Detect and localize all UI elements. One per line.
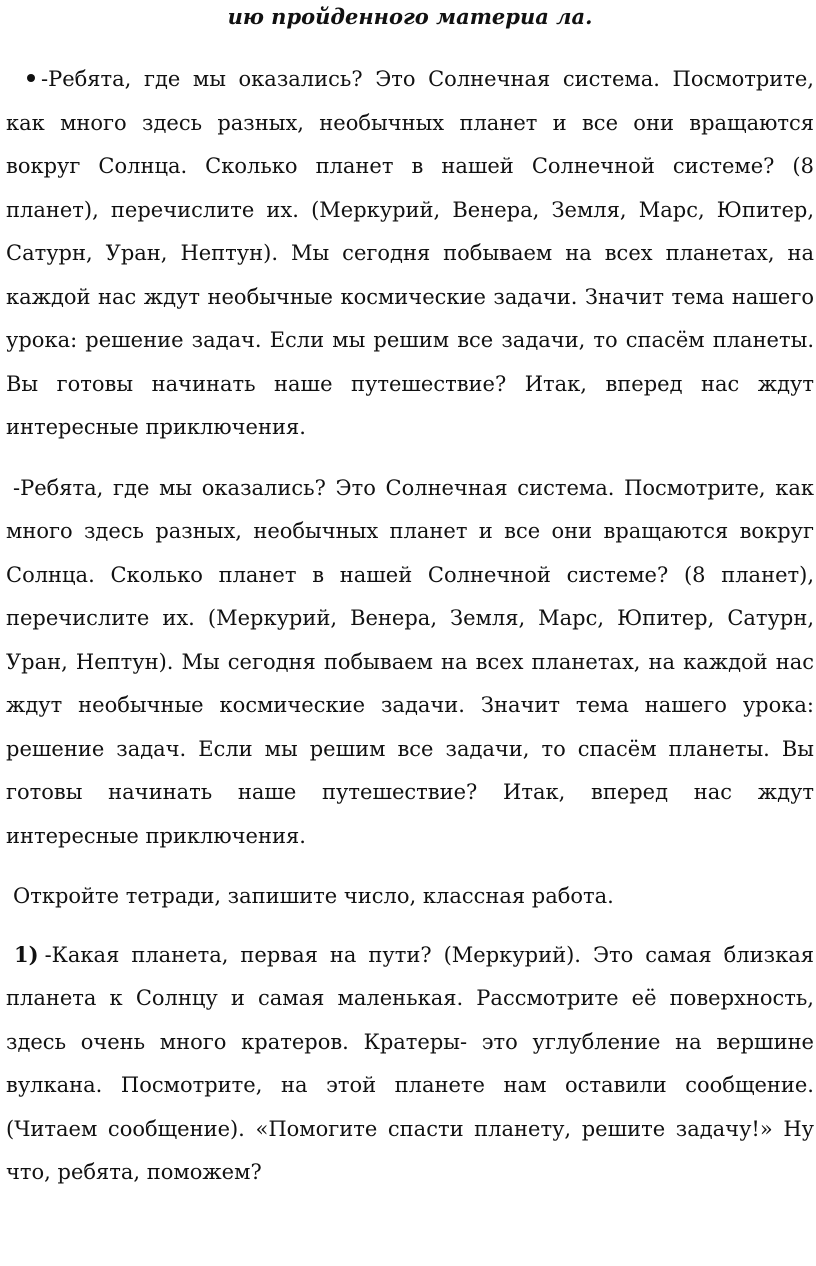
- page-heading: ию пройденного материа ла.: [227, 4, 593, 29]
- paragraph-intro-text: -Ребята, где мы оказались? Это Солнечная система. Посмотрите, как много здесь разных, необычных планет и все они вращаются вокруг Солнца. Сколько планет в нашей Солнечной системе? (8 планет), перечислите их. (Меркурий, Венера, Земля, Марс, Юпитер, Сатурн, Уран, Нептун). Мы сегодня побываем на всех планетах, на каждой нас ждут необычные космические задачи. Значит тема нашего урока: решение задач. Если мы решим все задачи, то спасём планеты. Вы готовы начинать наше путешествие? Итак, вперед нас ждут интересные приключения.: [6, 67, 814, 439]
- document-page: [6, 0, 814, 1195]
- bullet-icon: [27, 74, 35, 82]
- paragraph-intro-repeat: -Ребята, где мы оказались? Это Солнечная система. Посмотрите, как много здесь разных, необычных планет и все они вращаются вокруг Солнца. Сколько планет в нашей Солнечной системе? (8 планет), перечислите их. (Меркурий, Венера, Земля, Марс, Юпитер, Сатурн, Уран, Нептун). Мы сегодня побываем на всех планетах, на каждой нас ждут необычные космические задачи. Значит тема нашего урока: решение задач. Если мы решим все задачи, то спасём планеты. Вы готовы начинать наше путешествие? Итак, вперед нас ждут интересные приключения.: [6, 475, 814, 848]
- paragraph-intro: [6, 58, 814, 450]
- paragraph-task-1: [6, 933, 814, 1195]
- paragraph-instruction: Откройте тетради, запишите число, классная работа.: [13, 884, 614, 908]
- paragraph-task-1-text: -Какая планета, первая на пути? (Меркурий). Это самая близкая планета к Солнцу и самая маленькая. Рассмотрите её поверхность, здесь очень много кратеров. Кратеры- это углубление на вершине вулкана. Посмотрите, на этой планете нам оставили сообщение. (Читаем сообщение). «Помогите спасти планету, решите задачу!» Ну что, ребята, поможем?: [6, 942, 814, 1184]
- task-number: 1): [14, 941, 39, 967]
